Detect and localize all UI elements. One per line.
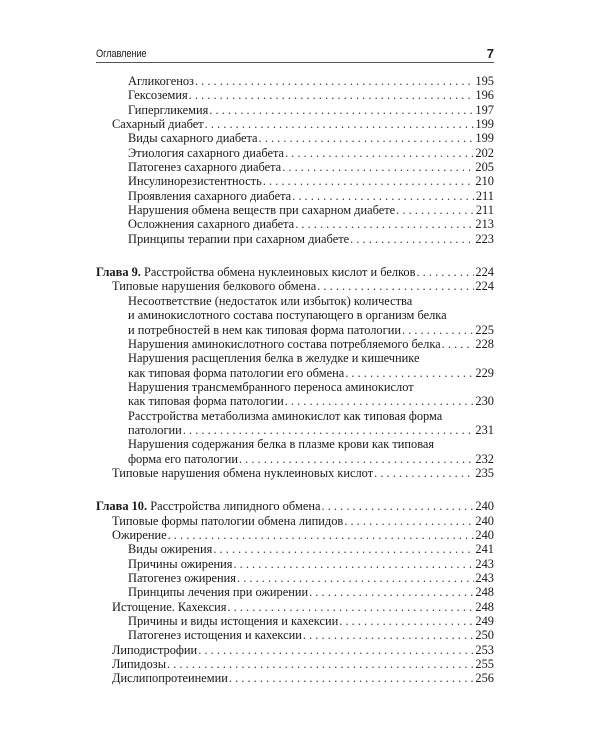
toc-entry-title: Нарушения обмена веществ при сахарном диабете (128, 203, 396, 218)
dot-leader (295, 217, 474, 231)
chapter-title: Расстройства обмена нуклеиновых кислот и белков (144, 265, 416, 280)
toc-entry-title: Патогенез сахарного диабета (128, 160, 282, 175)
toc-entry-title: Типовые нарушения белкового обмена (112, 279, 317, 294)
toc-entry-title: Агликогеноз (128, 74, 194, 88)
dot-leader (229, 671, 475, 685)
toc-page-number: 248 (475, 599, 494, 614)
chapter-label: Глава 9. (96, 265, 141, 280)
dot-leader (282, 160, 474, 174)
toc-entry (96, 600, 494, 614)
toc-entry-line (96, 265, 494, 279)
toc-entry-title: и потребностей в нем как типовая форма патологии (128, 322, 401, 337)
toc-entry (96, 189, 494, 203)
toc-entry (96, 643, 494, 657)
toc-entry (96, 232, 494, 246)
toc-entry-line (128, 232, 494, 246)
toc-entry (96, 571, 494, 585)
dot-leader (183, 423, 475, 437)
toc-entry (96, 437, 494, 466)
toc-entry (96, 542, 494, 556)
chapter-label: Глава 10. (96, 499, 148, 514)
toc-page-number: 199 (475, 117, 494, 132)
toc-entry-title: Сахарный диабет (112, 117, 204, 132)
toc-entry-title: Патогенез ожирения (128, 571, 236, 585)
toc-entry-title: патологии (128, 422, 182, 437)
toc-entry-title: Причины ожирения (128, 556, 233, 571)
toc-entry-line (128, 174, 494, 188)
toc-entry-line (128, 88, 494, 102)
toc-entry-line (128, 131, 494, 145)
toc-entry-line (112, 514, 494, 528)
toc-page-number: 228 (475, 336, 494, 351)
toc-entry (96, 671, 494, 685)
toc-page-number: 202 (475, 145, 494, 160)
toc-entry (96, 466, 494, 480)
toc-entry-line (112, 117, 494, 131)
toc-page-number: 240 (475, 499, 494, 514)
toc-entry-line (128, 103, 494, 117)
dot-leader (189, 88, 475, 102)
toc-entry-title: Инсулинорезистентность (128, 174, 262, 189)
toc-entry-line (128, 146, 494, 160)
toc-entry (96, 380, 494, 409)
toc-entry-line (112, 600, 494, 614)
toc-entry-line: и аминокислотного состава поступающего в организм белка (128, 308, 447, 323)
toc-entry (96, 117, 494, 131)
toc-entry-title: Дислипопротеинемии (112, 671, 228, 686)
toc-page-number: 250 (475, 628, 494, 643)
toc-entry-title: Виды ожирения (128, 542, 213, 557)
toc-chapter-entry (96, 265, 494, 279)
toc-entry-line (128, 394, 494, 408)
toc-entry-line (128, 189, 494, 203)
toc-entry (96, 103, 494, 117)
toc-entry-line (128, 423, 494, 437)
toc-entry (96, 628, 494, 642)
toc-page-number: 231 (475, 422, 494, 437)
toc-page-number: 211 (475, 188, 494, 203)
toc-page-number: 240 (475, 527, 494, 542)
toc-entry-line (112, 466, 494, 480)
toc-chapter-entry (96, 499, 494, 513)
toc-entry (96, 585, 494, 599)
toc-page-number: 241 (475, 542, 494, 557)
dot-leader (263, 174, 475, 188)
toc-entry-line (128, 585, 494, 599)
toc-entry-title: Истощение. Кахексия (112, 599, 227, 614)
toc-entry (96, 174, 494, 188)
toc-entry-line (128, 203, 494, 217)
toc-entry-title: Гексоземия (128, 88, 188, 103)
toc-entry (96, 514, 494, 528)
dot-leader (285, 146, 474, 160)
toc-entry-title: Принципы терапии при сахарном диабете (128, 231, 350, 246)
toc-entry (96, 294, 494, 337)
toc-page-number: 255 (475, 657, 494, 672)
toc-entry (96, 203, 494, 217)
dot-leader (396, 203, 475, 217)
dot-leader (350, 232, 474, 246)
toc-entry-title: как типовая форма патологии (128, 394, 284, 409)
chapter-spacer (96, 246, 494, 265)
toc-page-number: 243 (475, 571, 494, 585)
dot-leader (292, 189, 475, 203)
toc-page-number: 225 (475, 322, 494, 337)
toc-entry-line (128, 366, 494, 380)
dot-leader (303, 628, 475, 642)
dot-leader (344, 514, 474, 528)
toc-entry (96, 279, 494, 293)
toc-page-number: 243 (475, 556, 494, 571)
toc-page-number: 195 (475, 74, 494, 88)
dot-leader (209, 103, 474, 117)
toc-entry-line (128, 557, 494, 571)
toc-entry-line (112, 528, 494, 542)
dot-leader (402, 323, 474, 337)
dot-leader (317, 279, 474, 293)
toc-entry-title: Липодистрофии (112, 642, 198, 657)
toc-entry-title: Осложнения сахарного диабета (128, 217, 295, 232)
toc-entry (96, 74, 494, 88)
toc-entry-title: Типовые формы патологии обмена липидов (112, 513, 344, 528)
toc-entry (96, 409, 494, 438)
toc-entry-title: Нарушения аминокислотного состава потребляемого белка (128, 336, 441, 351)
toc-entry-line (128, 323, 494, 337)
toc-page-number: 210 (475, 174, 494, 189)
toc-entry (96, 528, 494, 542)
toc-page-number: 240 (475, 513, 494, 528)
dot-leader (237, 571, 474, 585)
dot-leader (374, 466, 474, 480)
page-number: 7 (486, 46, 494, 61)
dot-leader (227, 600, 474, 614)
toc-page-number: 224 (475, 279, 494, 294)
toc-entry-title: Типовые нарушения обмена нуклеиновых кислот (112, 465, 374, 480)
toc-page-number: 224 (475, 265, 494, 280)
toc-entry (96, 217, 494, 231)
toc-entry-title: Причины и виды истощения и кахексии (128, 614, 339, 629)
dot-leader (259, 131, 475, 145)
toc-entry-title: Липидозы (112, 657, 167, 672)
chapter-title: Расстройства липидного обмена (150, 499, 321, 514)
dot-leader (442, 337, 475, 351)
toc-entry (96, 557, 494, 571)
toc-entry-line (128, 628, 494, 642)
toc-entry (96, 131, 494, 145)
toc-entry-title: Принципы лечения при ожирении (128, 585, 309, 600)
toc-entry-line (112, 657, 494, 671)
toc-entry-line (128, 542, 494, 556)
toc-entry-line (128, 337, 494, 351)
toc-entry (96, 146, 494, 160)
dot-leader (322, 499, 475, 513)
chapter-heading (96, 265, 415, 279)
toc-page-number: 230 (475, 394, 494, 409)
toc-entry-title: форма его патологии (128, 451, 238, 466)
toc-entry-line (112, 671, 494, 685)
toc-entry-line: Нарушения содержания белка в плазме крови как типовая (128, 437, 435, 452)
dot-leader (205, 117, 475, 131)
toc-entry-line (112, 643, 494, 657)
dot-leader (309, 585, 474, 599)
toc-page-number: 229 (475, 365, 494, 380)
dot-leader (195, 74, 474, 88)
toc-page-number: 213 (475, 217, 494, 232)
toc-entry-line (128, 74, 494, 88)
chapter-spacer (96, 480, 494, 499)
dot-leader (339, 614, 474, 628)
toc-entry-line: Несоответствие (недостаток или избыток) количества (128, 293, 413, 308)
dot-leader (213, 542, 474, 556)
dot-leader (239, 452, 474, 466)
running-header-title: Оглавление (96, 48, 147, 60)
toc-page-number: 232 (475, 451, 494, 466)
toc-entry-line: Нарушения расщепления белка в желудке и кишечнике (128, 351, 420, 366)
toc-entry-line (128, 217, 494, 231)
toc-page-number: 199 (475, 131, 494, 146)
toc-page-number: 248 (475, 585, 494, 600)
toc-entry (96, 160, 494, 174)
toc-entry (96, 351, 494, 380)
toc-entry (96, 657, 494, 671)
toc-entry-line: Расстройства метаболизма аминокислот как типовая форма (128, 408, 443, 423)
toc-page-number: 197 (475, 102, 494, 117)
dot-leader (233, 557, 474, 571)
table-of-contents (96, 74, 494, 686)
toc-page-number: 253 (475, 642, 494, 657)
toc-page-number: 205 (475, 160, 494, 175)
chapter-heading (96, 499, 321, 513)
toc-entry-title: Этиология сахарного диабета (128, 145, 285, 160)
dot-leader (167, 657, 474, 671)
dot-leader (198, 643, 474, 657)
dot-leader (285, 394, 475, 408)
toc-page-number: 211 (475, 203, 494, 218)
toc-entry-line (128, 452, 494, 466)
toc-entry-title: Гипергликемия (128, 102, 209, 117)
dot-leader (168, 528, 475, 542)
toc-entry (96, 337, 494, 351)
toc-entry (96, 614, 494, 628)
toc-entry-line (128, 160, 494, 174)
toc-entry-line: Нарушения трансмембранного переноса аминокислот (128, 379, 414, 394)
toc-entry-title: Ожирение (112, 527, 167, 542)
toc-page-number: 223 (475, 231, 494, 246)
toc-entry-line (96, 499, 494, 513)
toc-entry-title: как типовая форма патологии его обмена (128, 365, 345, 380)
toc-entry-title: Патогенез истощения и кахексии (128, 628, 302, 643)
toc-entry-line (128, 571, 494, 585)
toc-entry-line (128, 614, 494, 628)
running-header (96, 46, 494, 63)
toc-entry-title: Виды сахарного диабета (128, 131, 258, 146)
dot-leader (345, 366, 474, 380)
toc-page-number: 249 (475, 614, 494, 629)
toc-entry-title: Проявления сахарного диабета (128, 188, 292, 203)
toc-entry (96, 88, 494, 102)
toc-page-number: 235 (475, 465, 494, 480)
dot-leader (416, 265, 474, 279)
toc-entry-line (112, 279, 494, 293)
toc-page-number: 196 (475, 88, 494, 103)
toc-page-number: 256 (475, 671, 494, 686)
